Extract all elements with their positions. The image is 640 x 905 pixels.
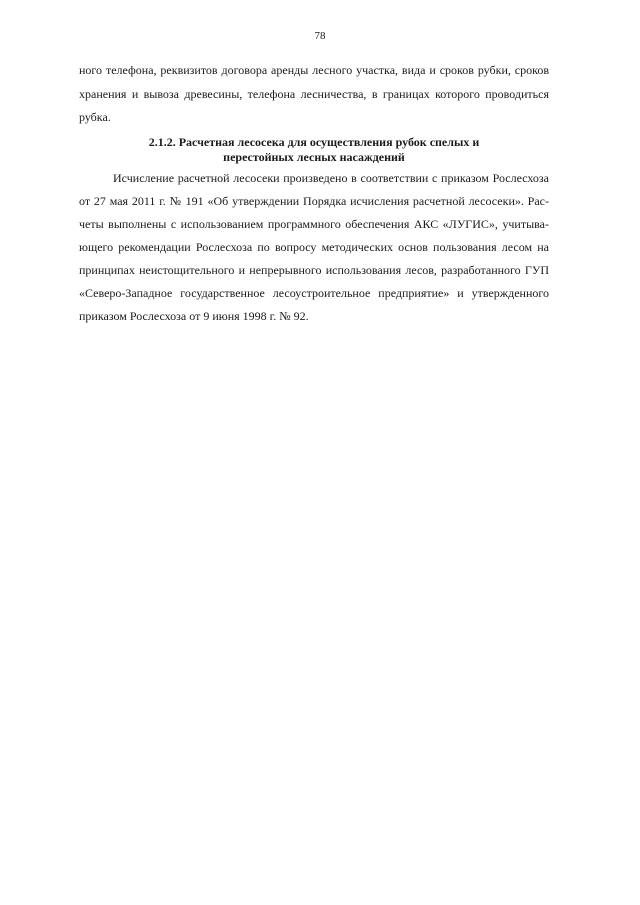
intro-line-3: рубка.: [79, 110, 111, 124]
body-line-6: «Северо-Западное государственное лесоустроительное предприятие» и утвержденного: [79, 286, 549, 300]
body-line-5: принципах неистощительного и непрерывного использования лесов, разработанного ГУП: [79, 263, 549, 277]
body-line-2: от 27 мая 2011 г. № 191 «Об утверждении Порядка исчисления расчетной лесосеки». Рас-: [79, 194, 549, 208]
intro-line-1: ного телефона, реквизитов договора аренды лесного участка, вида и сроков рубки, сроков: [79, 63, 549, 77]
body-line-3: четы выполнены с использованием программного обеспечения АКС «ЛУГИС», учитыва-: [79, 217, 549, 231]
section-heading-line-1: 2.1.2. Расчетная лесосека для осуществления рубок спелых и: [148, 135, 480, 149]
body-line-7: приказом Рослесхоза от 9 июня 1998 г. № 92.: [79, 309, 309, 323]
page-number: 78: [314, 30, 326, 42]
intro-line-2: хранения и вывоза древесины, телефона лесничества, в границах которого проводиться: [79, 87, 549, 101]
body-line-4: ющего рекомендации Рослесхоза по вопросу методических основ пользования лесом на: [79, 240, 549, 254]
body-line-1: Исчисление расчетной лесосеки произведено в соответствии с приказом Рослесхоза: [113, 171, 549, 185]
section-heading-line-2: перестойных лесных насаждений: [223, 150, 405, 164]
